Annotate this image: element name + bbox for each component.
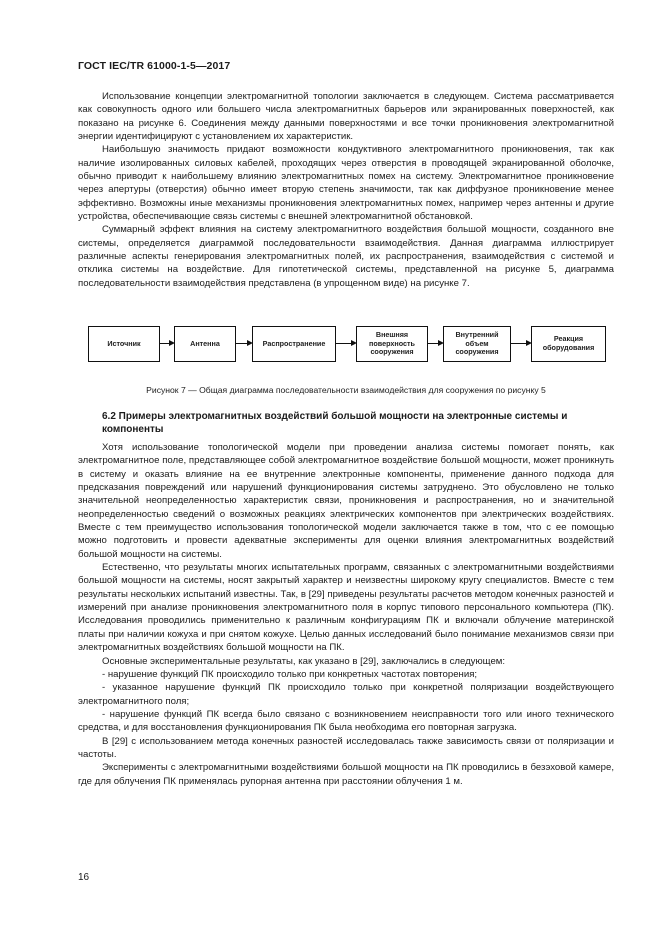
standard-header: ГОСТ IEC/TR 61000-1-5—2017	[78, 60, 231, 72]
arrow-icon	[428, 343, 442, 344]
arrow-icon	[236, 343, 251, 344]
diagram-box-external-surface: Внешняя поверхность сооружения	[356, 326, 428, 362]
arrow-icon	[336, 343, 355, 344]
diagram-box-internal-volume: Внутренний объем сооружения	[443, 326, 511, 362]
diagram-box-equipment-response: Реакция оборудования	[531, 326, 606, 362]
arrow-icon	[511, 343, 530, 344]
paragraph: Эксперименты с электромагнитными воздействиями большой мощности на ПК проводились в безэховой камере, где для облучения ПК применялась рупорная антенна при расстоянии облучения 1 м.	[78, 762, 614, 787]
diagram-box-source: Источник	[88, 326, 160, 362]
list-item: - указанное нарушение функций ПК происходило только при конкретной поляризации воздействующего электромагнитного поля;	[78, 682, 614, 707]
paragraph: Естественно, что результаты многих испытательных программ, связанных с электромагнитными воздействиями большой мощности на системы, носят закрытый характер и неизвестны широкому кругу специалистов. Вместе с тем результаты нескольких испытаний известны. Так, в [29] приведены результаты расчетов методом конечных разностей и измерений при анализе проникновения электромагнитного поля в корпус типового персонального компьютера (ПК). Исследования проводились применительно к различным конфигурациям ПК и включали облучение материнской платы при наличии кожуха и при снятом кожухе. Целью данных исследований было понимание механизмов связи при электромагнитных воздействиях большой мощности на ПК.	[78, 562, 614, 654]
interaction-sequence-diagram	[88, 322, 608, 366]
paragraph: Использование концепции электромагнитной топологии заключается в следующем. Система рассматривается как совокупность одного или большего числа электромагнитных барьеров или экранированных поверхностей, как показано на рисунке 6. Соединения между данными поверхностями и все точки проникновения электромагнитной энергии идентифицируют с установлением их характеристик.	[78, 91, 614, 143]
paragraph: Основные экспериментальные результаты, как указано в [29], заключались в следующем:	[102, 655, 506, 667]
diagram-box-propagation: Распространение	[252, 326, 336, 362]
paragraph: Хотя использование топологической модели при проведении анализа системы помогает понять, как электромагнитное поле, представляющее собой электромагнитное воздействие большой мощности, может проникнуть в систему и оказать влияние на ее внутренние электронные компоненты, применение данного подхода для предсказания повреждений или нарушений функционирования системы затруднено. Это обусловлено не только значительной неопределенностью характеристик связи, проникновения и распространения, но и значительной неопределенностью сведений о возможных реакциях электрических компонентов при электрических воздействиях. Вместе с тем преимущество использования топологической модели заключается также в том, что с ее помощью можно подготовить и провести адекватные эксперименты для оценки влияния электромагнитных воздействий большой мощности на системы.	[78, 442, 614, 560]
section-heading: 6.2 Примеры электромагнитных воздействий большой мощности на электронные системы и компоненты	[102, 411, 568, 436]
body-text	[78, 441, 614, 788]
paragraph: Суммарный эффект влияния на систему электромагнитного воздействия большой мощности, созданного вне системы, определяется диаграммой последовательности взаимодействия. Данная диаграмма иллюстрирует различные аспекты генерирования электромагнитных полей, их распространения, взаимодействия с системой и отклика системы на воздействие. Для гипотетической системы, представленной на рисунке 5, диаграмма последовательности взаимодействия представлена (в упрощенном виде) на рисунке 7.	[78, 224, 614, 289]
list-item: - нарушение функций ПК всегда было связано с возникновением неисправности того или иного технического средства, и для восстановления функционирования ПК была необходима его повторная загрузка.	[78, 708, 614, 734]
paragraph: В [29] с использованием метода конечных разностей исследовалась также зависимость связи от поляризации и частоты.	[78, 735, 614, 760]
diagram-box-antenna: Антенна	[174, 326, 236, 362]
paragraph: Наибольшую значимость придают возможности кондуктивного электромагнитного проникновения, так как наличие изолированных силовых кабелей, проходящих через отверстия в проводящей экранированной оболочке, обычно приводит к наибольшему влиянию электромагнитных помех на систему. Электромагнитное проникновение через апертуры (отверстия) обычно имеет вторую степень значимости, так как диффузное проникновение менее эффективно. Возможны иные механизмы проникновения электромагнитных помех, например через антенны и другие устройства, обеспечивающие связь системы с внешней электромагнитной обстановкой.	[78, 144, 614, 223]
list-item: - нарушение функций ПК происходило только при конкретных частотах повторения;	[102, 668, 478, 680]
page-number: 16	[78, 872, 90, 883]
arrow-icon	[160, 343, 173, 344]
figure-caption: Рисунок 7 — Общая диаграмма последовательности взаимодействия для сооружения по рисунку 5	[146, 385, 546, 395]
intro-text	[78, 90, 614, 290]
